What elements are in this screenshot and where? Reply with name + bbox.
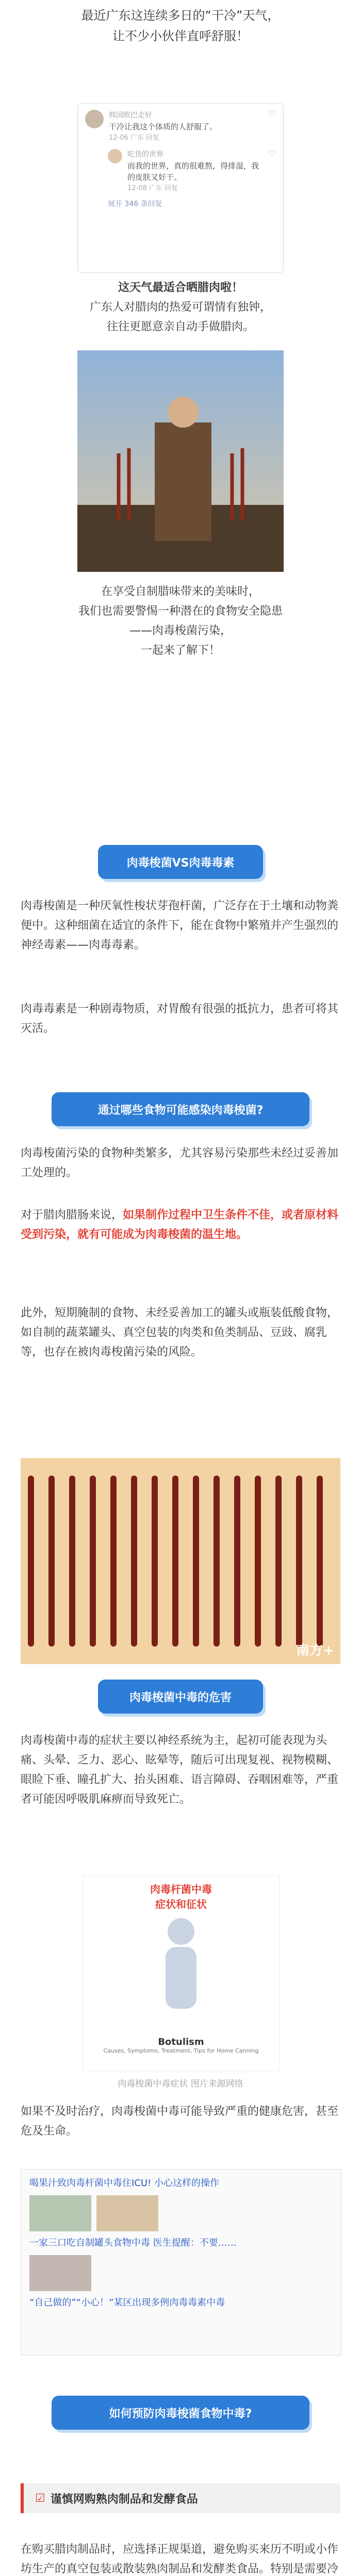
illus-sub: Causes, Symptoms, Treatment, Tips for Home Canning <box>103 2047 259 2054</box>
sausage-photo <box>21 1458 340 1664</box>
block1-line-2: 广东人对腊肉的热爱可谓情有独钟， <box>89 301 271 314</box>
avatar <box>85 110 104 128</box>
block1 <box>21 278 340 337</box>
sec3-para-2: 如果不及时治疗，肉毒梭菌中毒可能导致严重的健康危害，甚至危及生命。 <box>21 2105 339 2138</box>
block1-line-1: 这天气最适合晒腊肉啦！ <box>118 281 243 294</box>
sec2-para-1: 肉毒梭菌污染的食物种类繁多，尤其容易污染那些未经过妥善加工处理的。 <box>21 1147 339 1179</box>
comment-meta-1: 12-06 广东 回复 <box>109 134 160 142</box>
photo-watermark: 南方+ <box>296 1643 334 1658</box>
sec1-para-1: 肉毒梭菌是一种厌氧性梭状芽孢杆菌，广泛存在于土壤和动物粪便中。这种细菌在适宜的条件下，能在食物中繁殖并产生强烈的神经毒素——肉毒毒素。 <box>21 900 339 952</box>
sec1-para-2: 肉毒毒素是一种剧毒物质，对胃酸有很强的抵抗力，患者可将其灭活。 <box>21 1003 339 1035</box>
sec2-para-2 <box>21 1206 340 1245</box>
section-pill-harm: 肉毒梭菌中毒的危害 <box>98 1680 263 1714</box>
block2-line-2: 我们也需要警惕一种潜在的食物安全隐患 <box>78 605 283 618</box>
section-pill-prevent: 如何预防肉毒梭菌食物中毒? <box>52 2396 309 2430</box>
illus-title-1: 肉毒杆菌中毒 <box>150 1883 212 1895</box>
sec2-para-3: 此外，短期腌制的食物、未经妥善加工的罐头或瓶装低酸食物，如自制的蔬菜罐头、真空包装的肉类和鱼类制品、豆豉、腐乳等，也存在被肉毒梭菌污染的风险。 <box>21 1307 339 1359</box>
news-link-3[interactable]: “自己做的”“小心！”某区出现多例肉毒毒素中毒 <box>29 2297 225 2308</box>
news-link-2[interactable]: 一家三口吃自制罐头食物中毒 医生提醒：不要…… <box>29 2238 237 2248</box>
subheading-buy-text: 谨慎网购熟肉制品和发酵食品 <box>50 2493 198 2506</box>
comment-screenshot <box>77 103 284 273</box>
section-pill-foods: 通过哪些食物可能感染肉毒梭菌? <box>52 1092 309 1126</box>
botulism-illustration <box>83 1875 280 2072</box>
intro-text <box>0 0 361 46</box>
subheading-buy <box>21 2483 340 2513</box>
comment-text-1: 干冷让我这个体质的人舒服了。 <box>109 122 218 131</box>
sec2-para-2-red: 如果制作过程中卫生条件不佳，或者原材料受到污染，就有可能成为肉毒梭菌的温生地。 <box>21 1209 339 1241</box>
illustration-caption: 肉毒梭菌中毒症状 图片来源网络 <box>118 2079 243 2089</box>
illus-title-2: 症状和征状 <box>155 1898 207 1910</box>
intro-line-1: 最近广东这连续多日的“干冷”天气， <box>81 8 280 23</box>
news-clippings <box>21 2169 341 2355</box>
sec4-para-1: 在购买腊肉制品时，应选择正规渠道，避免购买来历不明或小作坊生产的真空包装或散装熟肉制品和发酵类食品。特别是需要冷 <box>21 2543 339 2575</box>
block2-line-3: ——肉毒梭菌污染， <box>129 624 232 637</box>
avatar <box>108 149 122 163</box>
cured-meat-photo <box>77 350 284 572</box>
checkbox-icon: ☑ <box>35 2492 45 2505</box>
comment-meta-2: 12-08 广东 回复 <box>127 184 178 192</box>
expand-replies-link[interactable]: 展开 346 条回复 <box>108 200 162 208</box>
illus-label: Botulism <box>158 2037 204 2047</box>
sec2-para-2-normal: 对于腊肉腊肠来说， <box>21 1209 123 1222</box>
block2-line-1: 在享受自制腊味带来的美味时， <box>101 585 260 598</box>
intro-line-2: 让不少小伙伴直呼舒服！ <box>112 29 249 43</box>
block2-line-4: 一起来了解下！ <box>140 644 220 657</box>
comment-text-2: 而我的世界，真的很难熬，得排湿，我的皮肤又好干。 <box>127 161 259 182</box>
comment-user-2: 吃货的世界 <box>127 150 163 159</box>
sec3-para-1: 肉毒梭菌中毒的症状主要以神经系统为主，起初可能表现为头痛、头晕、乏力、恶心、眩晕等，随后可出现复视、视物模糊、眼睑下垂、瞳孔扩大、抬头困难、语言障碍、吞咽困难等，严重者可能因呼吸肌麻痹而导致死亡。 <box>21 1734 339 1806</box>
comment-user-1: 韩国欧巴走好 <box>109 111 152 120</box>
block1-line-3: 往往更愿意亲自动手做腊肉。 <box>106 320 254 333</box>
section-pill-botulinum: 肉毒梭菌VS肉毒毒素 <box>98 845 263 879</box>
block2 <box>21 582 340 660</box>
heart-icon[interactable]: ♡ <box>267 110 276 121</box>
news-link-1[interactable]: 喝果汁致肉毒杆菌中毒住ICU! 小心这样的操作 <box>29 2178 219 2189</box>
heart-icon[interactable]: ♡ <box>267 149 276 160</box>
